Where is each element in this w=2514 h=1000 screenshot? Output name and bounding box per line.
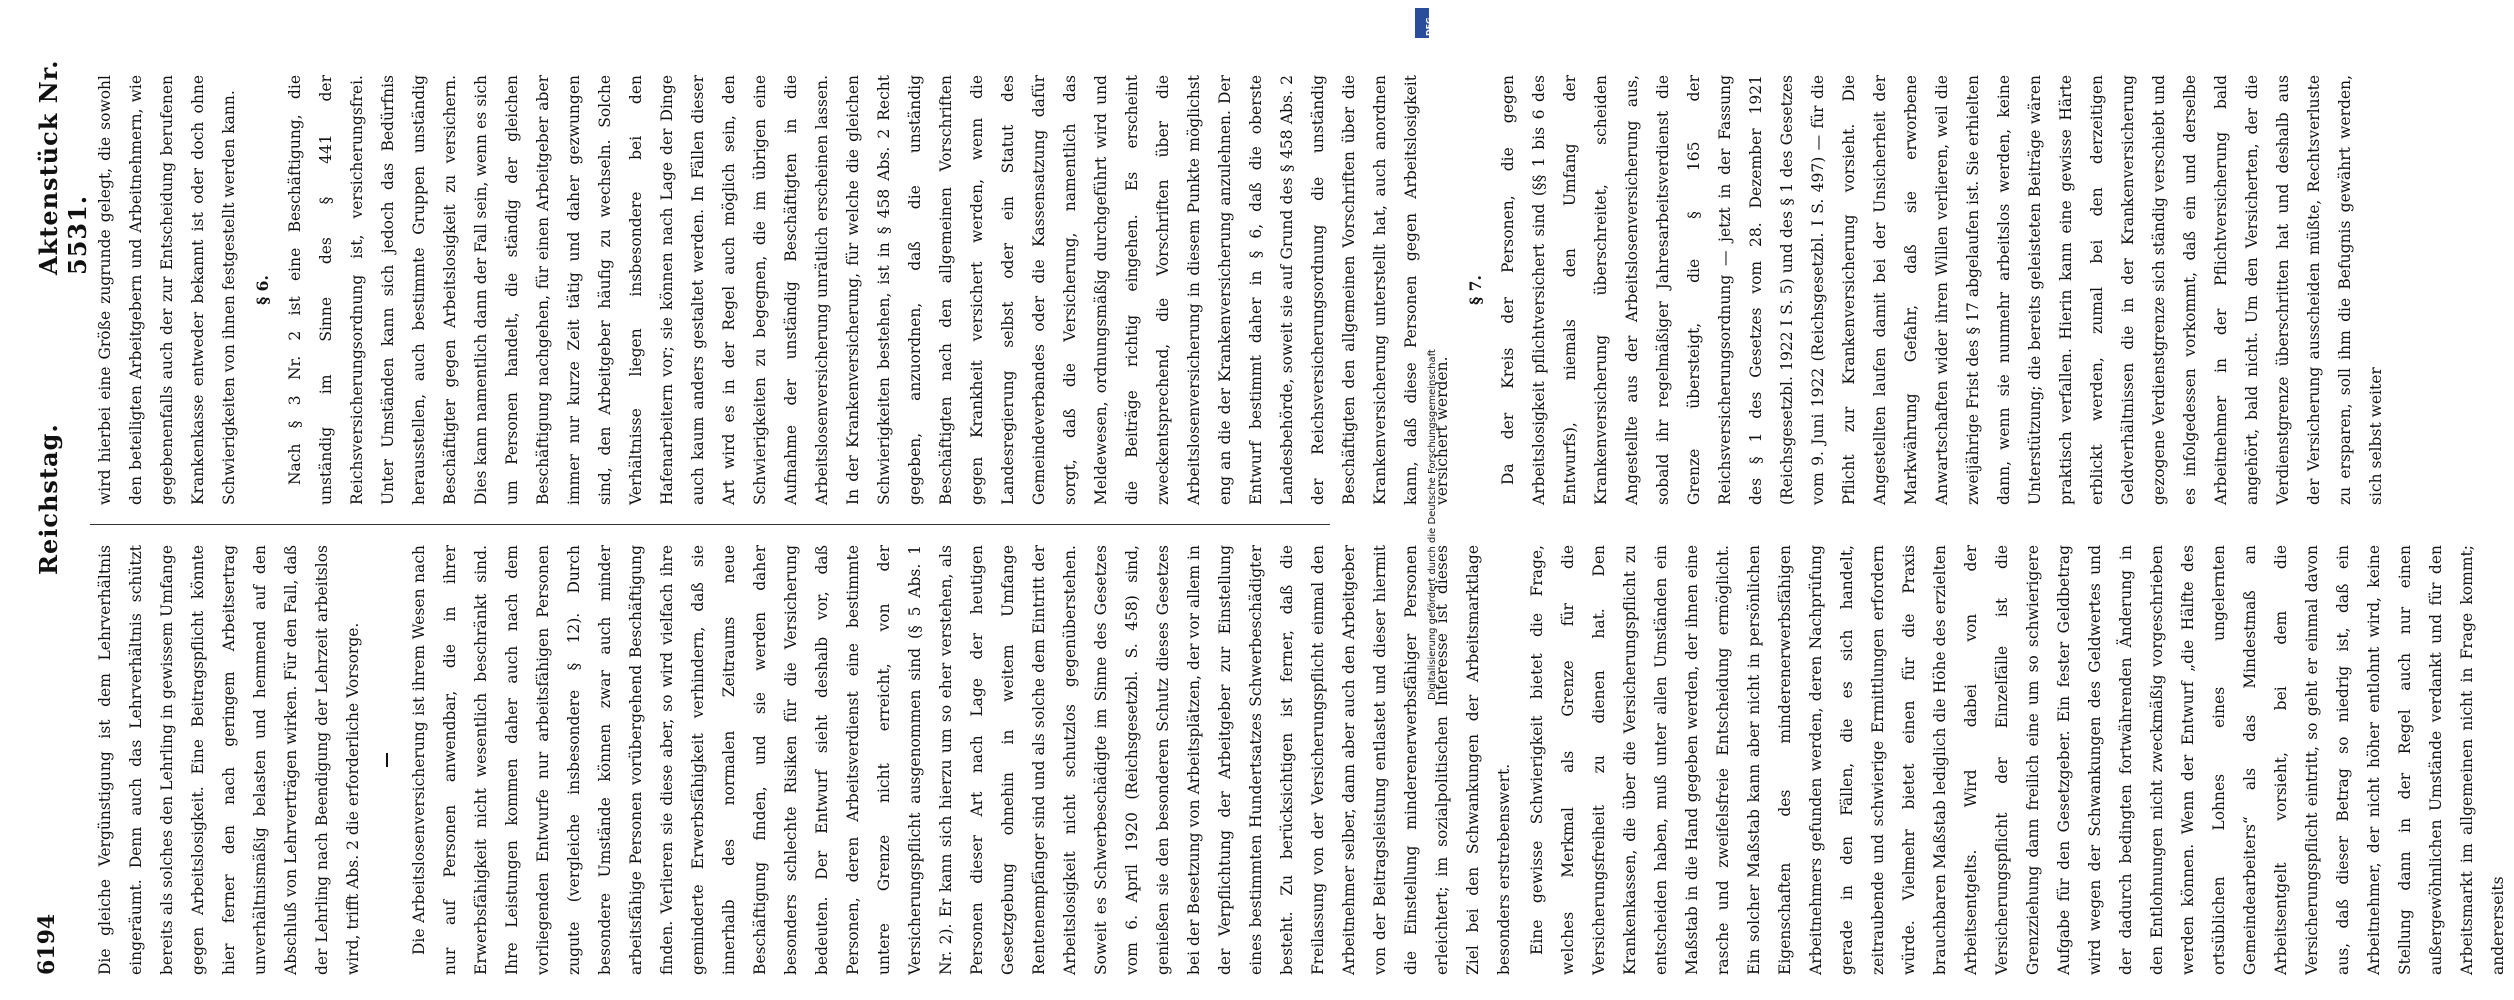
separator-dash (371, 545, 402, 975)
paragraph: Da der Kreis der Personen, die gegen Arbeitslosigkeit pflichtversichert sind (§§ 1 bis 6 des Entwurfs), niemals den Umfang der Krankenversicherung überschreitet, scheiden Angestellte aus der Arbeitslosenversicherung aus, sobald ihr regelmäßiger Jahresarbeitsverdienst die Grenze übersteigt, die § 165 der Reichsversicherungsordnung — jetzt in der Fassung des § 1 des Gesetzes vom 28. Dezember 1921 (Reichsgesetzbl. 1922 I S. 5) und des § 1 des Gesetzes vom 9. Juni 1922 (Reichsgesetzbl. I S. 497) — für die Pflicht zur Krankenversicherung vorsieht. Die Angestellten laufen damit bei der Unsicherheit der Markwährung Gefahr, daß sie erworbene Anwartschaften wider ihren Willen verlieren, weil die zweijährige Frist des § 17 abgelaufen ist. Sie erhielten dann, wenn sie nunmehr arbeitslos werden, keine Unterstützung; die bereits geleisteten Beiträge wären praktisch verfallen. Hierin kann eine gewisse Härte erblickt werden, zumal bei den derzeitigen Geldverhältnissen die in der Krankenversicherung gezogene Verdienstgrenze sich ständig verschiebt und es infolgedessen vorkommt, daß ein und derselbe Arbeitnehmer in der Pflichtversicherung bald angehört, bald nicht. Um den Versicherten, der die Verdienstgrenze überschritten hat und deshalb aus der Versicherung ausscheiden müßte, Rechtsverluste zu ersparen, soll ihm die Befugnis gewährt werden, sich selbst weiter (1499, 75, 2385, 505)
paragraph: wird hierbei eine Größe zugrunde gelegt, die sowohl den beteiligten Arbeitgebern und Arbeitnehmern, wie gegebenenfalls auch der zur Entscheidung berufenen Krankenkasse entweder bekannt ist oder doch ohne Schwierigkeiten von ihnen festgestellt werden kann. (96, 75, 238, 505)
header-title-right: Aktenstück Nr. 5531. (34, 59, 92, 275)
paragraph: Nach § 3 Nr. 2 ist eine Beschäftigung, die unständig im Sinne des § 441 der Reichsversicherungsordnung ist, versicherungsfrei. Unter Umständen kann sich jedoch das Bedürfnis herausstellen, auch bestimmte Gruppen unständig Beschäftigter gegen Arbeitslosigkeit zu versichern. Dies kann namentlich dann der Fall sein, wenn es sich um Personen handelt, die ständig der gleichen Beschäftigung nachgehen, für einen Arbeitgeber aber immer nur kurze Zeit tätig und daher gezwungen sind, den Arbeitgeber häufig zu wechseln. Solche Verhältnisse liegen insbesondere bei den Hafenarbeitern vor; sie können nach Lage der Dinge auch kaum anders gestaltet werden. In Fällen dieser Art wird es in der Regel auch möglich sein, den Schwierigkeiten zu begegnen, die im übrigen eine Aufnahme der unständig Beschäftigten in die Arbeitslosenversicherung unrätlich erscheinen lassen. In der Krankenversicherung, für welche die gleichen Schwierigkeiten bestehen, ist in § 458 Abs. 2 Recht gegeben, anzuordnen, daß die unständig Beschäftigten nach den allgemeinen Vorschriften gegen Krankheit versichert werden, wenn die Landesregierung selbst oder ein Statut des Gemeindeverbandes oder die Kassensatzung dafür sorgt, daß die Versicherung, namentlich das Meldewesen, ordnungsmäßig durchgeführt wird und die Beiträge richtig eingehen. Es erscheint zweckentsprechend, die Vorschriften über die Arbeitslosenversicherung in diesem Punkte möglichst eng an die der Krankenversicherung anzulehnen. Der Entwurf bestimmt daher in § 6, daß die oberste Landesbehörde, soweit sie auf Grund des § 458 Abs. 2 der Reichsversicherungsordnung die unständig Beschäftigten den allgemeinen Vorschriften über die Krankenversicherung unterstellt hat, auch anordnen kann, daß diese Personen gegen Arbeitslosigkeit versichert werden. (286, 75, 1451, 505)
paragraph: Die gleiche Vergünstigung ist dem Lehrverhältnis eingeräumt. Denn auch das Lehrverhältnis schützt bereits als solches den Lehrling in gewissem Umfange gegen Arbeitslosigkeit. Eine Beitragspflicht könnte hier ferner den nach geringem Arbeitsertrag unverhältnismäßig belasten und hemmend auf den Abschluß von Lehrverträgen wirken. Für den Fall, daß der Lehrling nach Beendigung der Lehrzeit arbeitslos wird, trifft Abs. 2 die erforderliche Vorsorge. (96, 545, 362, 975)
right-column (90, 75, 2385, 505)
paragraph: Die Arbeitslosenversicherung ist ihrem Wesen nach nur auf Personen anwendbar, die in ihrer Erwerbsfähigkeit nicht wesentlich beschränkt sind. Ihre Leistungen kommen daher auch nach dem vorliegenden Entwurfe nur arbeitsfähigen Personen zugute (vergleiche insbesondere § 12). Durch besondere Umstände können zwar auch minder arbeitsfähige Personen vorübergehend Beschäftigung finden. Verlieren sie diese aber, so wird vielfach ihre geminderte Erwerbsfähigkeit verhindern, daß sie innerhalb des normalen Zeitraums neue Beschäftigung finden, und sie werden daher besonders schlechte Risiken für die Versicherung bedeuten. Der Entwurf sieht deshalb vor, daß Personen, deren Arbeitsverdienst eine bestimmte untere Grenze nicht erreicht, von der Versicherungspflicht ausgenommen sind (§ 5 Abs. 1 Nr. 2). Er kann sich hierzu um so eher verstehen, als Personen dieser Art nach Lage der heutigen Gesetzgebung ohnehin in weitem Umfange Rentenempfänger sind und als solche dem Eintritt der Arbeitslosigkeit nicht schutzlos gegenüberstehen. Soweit es Schwerbeschädigte im Sinne des Gesetzes vom 6. April 1920 (Reichsgesetzbl. S. 458) sind, genießen sie den besonderen Schutz dieses Gesetzes bei der Besetzung von Arbeitsplätzen, der vor allem in der Verpflichtung der Arbeitgeber zur Einstellung eines bestimmten Hundertsatzes Schwerbeschädigter besteht. Zu berücksichtigen ist ferner, daß die Freilassung von der Versicherungspflicht einmal den Arbeitnehmer selber, dann aber auch den Arbeitgeber von der Beitragsleistung entlastet und dieser hiermit die Einstellung minderenerwerbsfähiger Personen erleichtert; im sozialpolitischen Interesse ist dieses Ziel bei den Schwankungen der Arbeitsmarktlage besonders erstrebenswert. (410, 545, 1513, 975)
header-title-left: Reichstag. (34, 423, 63, 575)
left-column (90, 545, 2507, 975)
paragraph: Eine gewisse Schwierigkeit bietet die Frage, welches Merkmal als Grenze für die Versicherungsfreiheit zu dienen hat. Den Krankenkassen, die über die Versicherungspflicht zu entscheiden haben, muß unter allen Umständen ein Maßstab in die Hand gegeben werden, der ihnen eine rasche und zweifelsfreie Entscheidung ermöglicht. Ein solcher Maßstab kann aber nicht in persönlichen Eigenschaften des minderenerwerbsfähigen Arbeitnehmers gefunden werden, deren Nachprüfung gerade in den Fällen, die es sich handelt, zeitraubende und schwierige Ermittlungen erfordern würde. Vielmehr bietet einen für die Praxis brauchbaren Maßstab lediglich die Höhe des erzielten Arbeitsentgelts. Wird dabei von der Versicherungspflicht der Einzelfälle ist die Grenzziehung dann freilich eine um so schwierigere Aufgabe für den Gesetzgeber. Ein fester Geldbetrag wird wegen der Schwankungen des Geldwertes und der dadurch bedingten fortwährenden Änderung in den Entlohnungen nicht zweckmäßig vorgeschrieben werden können. Wenn der Entwurf „die Hälfte des ortsüblichen Lohnes eines ungelernten Gemeindearbeiters“ als das Mindestmaß an Arbeitsentgelt vorsieht, bei dem die Versicherungspflicht eintritt, so geht er einmal davon aus, daß dieser Betrag so niedrig ist, daß ein Arbeitnehmer, der nicht höher entlohnt wird, keine Stellung dann in der Regel auch nur einen außergewöhnlichen Umstände verdankt und für den Arbeitsmarkt im allgemeinen nicht in Frage kommt; andererseits (1528, 545, 2507, 975)
digitization-credit (1410, 0, 1438, 1000)
column-divider (90, 524, 1330, 525)
page-number: 6194 (34, 913, 60, 975)
section-heading: § 6. (253, 275, 272, 305)
dfg-logo: DFG (1415, 8, 1429, 38)
page-header (20, 15, 92, 975)
section-heading: § 7. (1466, 275, 1485, 305)
credit-text: Digitalisierung gefördert durch die Deutsche Forschungsgemeinschaft (1427, 349, 1438, 700)
